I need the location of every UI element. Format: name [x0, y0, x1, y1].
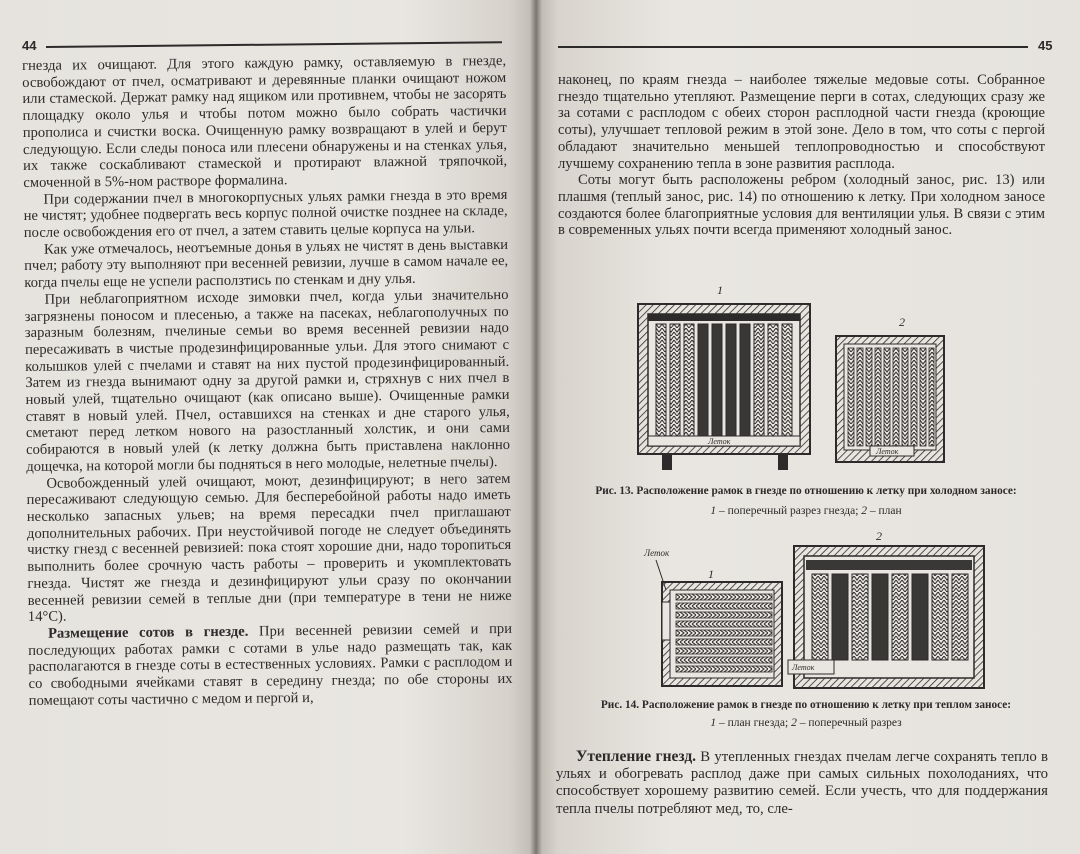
subsection-heading: Размещение сотов в гнезде. [47, 623, 249, 642]
fig14-label-1: 1 [708, 567, 714, 581]
fig14-label-2: 2 [876, 529, 882, 543]
page-number-left: 44 [22, 38, 37, 53]
legend-number: 1 [710, 505, 717, 517]
paragraph: Как уже отмечалось, неотъемные донья в ульях не чистят в день выставки пчел; работу эту выполняют при весенней ревизии, лучше в самом начале ее, когда пчелы еще не успели расползтись по стенкам и дну улья. [24, 236, 509, 292]
figure-13-diagram [536, 280, 1080, 480]
left-body-text [22, 53, 513, 709]
right-body-text [558, 72, 1045, 239]
subsection-text: В утепленных гнездах пчелам легче сохранять тепло в ульях и обогревать расплод даже при самых сильных похолоданиях, что способствует хорошему развитию семей. Если учесть, что для поддержания тепла пчелы потребляют мед, то, сле- [556, 749, 1048, 817]
paragraph: При содержании пчел в многокорпусных ульях рамки гнезда в это время не чистят; удобнее подвергать весь корпус полной очистке позднее на складе, после освобождения его от пчел, а затем ставить целые корпуса на ульи. [23, 186, 508, 242]
fig14-letok-1: Леток [644, 548, 670, 558]
fig13-leg-right [778, 454, 788, 470]
figure-13-legend [546, 504, 1066, 518]
book-gutter [530, 0, 542, 854]
legend-text: – план гнезда; [716, 717, 792, 729]
left-page [0, 0, 536, 854]
subsection-paragraph [556, 748, 1048, 818]
subsection-text: При весенней ревизии семей и при последующих работах рамки с сотами в улье надо размещать так, как располагаются в гнезде соты в естественных условиях. Рамки с расплодом и со свободными ячейками ставят в середину гнезда; по обе стороны их помещают соты частично с медом и пергой и, [28, 620, 513, 709]
subsection-paragraph [28, 621, 513, 710]
figure-14-caption: Рис. 14. Расположение рамок в гнезде по отношению к летку при теплом заносе: [600, 699, 1012, 711]
paragraph: гнезда их очищают. Для этого каждую рамку, оставляемую в гнезде, освобождают от пчел, осматривают и деревянные планки очищают ножом или стамеской. Держат рамку над ящиком или противнем, чтобы не засорять площадку около улья и чтобы потом можно было собрать частички прополиса и счистки воска. Очищенную рамку возвращают в улей и берут следующую. Если следы поноса или плесени обнаружены и на стенках улья, их также соскабливают стамеской и протирают влажной тряпочкой, смоченной в 5%-ном растворе формалина. [22, 52, 508, 191]
header-rule-left [46, 41, 502, 48]
fig13-label-1: 1 [717, 283, 723, 297]
fig14-top-frame [806, 560, 972, 570]
subsection-heading: Утепление гнезд. [576, 748, 697, 765]
legend-number: 1 [710, 717, 717, 729]
figure-14 [536, 528, 1080, 696]
paragraph: Освобожденный улей очищают, моют, дезинфицируют; в него затем пересаживают следующую семью. Для бесперебойной работы надо иметь несколько запасных ульев; на время пересадки пчел приглашают дополнительных рабочих. При неустойчивой погоде не следует объединять чистку гнезд с весенней ревизией: пока стоят хорошие дни, надо торопиться выполнить более срочную часть работы – проверить и укомплектовать гнезда. Чистят же гнезда и дезинфицируют ульи сразу по окончании весенней ревизии семей в теплые дни (при температуре в тени не ниже 14°С). [26, 470, 512, 626]
fig13-top-bar [648, 314, 800, 321]
fig13-leg-left [662, 454, 672, 470]
fig13-letok-1: Леток [708, 437, 731, 446]
paragraph: наконец, по краям гнезда – наиболее тяжелые медовые соты. Собранное гнездо тщательно утепляют. Размещение перги в сотах, следующих сразу же за сотами с расплодом с обеих сторон расплодной части гнезда (кроющие соты), улучшает тепловой режим в этой зоне. Дело в том, что соты с пергой обладают значительно меньшей теплопроводностью и способствуют лучшему сохранению тепла в зоне развития расплода. [558, 72, 1045, 172]
figure-13-caption: Рис. 13. Расположение рамок в гнезде по отношению к летку при холодном заносе: [595, 485, 1017, 497]
right-body-text-bottom [556, 748, 1048, 818]
fig13-letok-2: Леток [876, 447, 899, 456]
paragraph: Соты могут быть расположены ребром (холодный занос, рис. 13) или плашмя (теплый занос, рис. 14) по отношению к летку. При холодном заносе создаются более благоприятные условия для вентиляции улья. В связи с этим в современных ульях почти всегда применяют холодный занос. [558, 172, 1045, 239]
fig14-plan-frames [676, 594, 772, 672]
legend-text: – план [867, 505, 902, 517]
page-number-right: 45 [1038, 38, 1053, 53]
right-page [536, 0, 1080, 854]
fig14-letok-2: Леток [792, 663, 815, 672]
figure-14-diagram [536, 528, 1080, 696]
figure-14-legend [546, 716, 1066, 730]
figure-13 [536, 280, 1080, 480]
fig13-label-2: 2 [899, 315, 905, 329]
legend-text: – поперечный разрез гнезда; [716, 505, 862, 517]
legend-text: – поперечный разрез [796, 717, 902, 729]
legend-number: 2 [861, 505, 868, 517]
header-rule-right [558, 46, 1028, 48]
fig14-plan-entrance [662, 602, 670, 640]
paragraph: При неблагоприятном исходе зимовки пчел, когда ульи значительно загрязнены поносом и плесенью, а также на пасеках, неблагополучных по заразным болезням, пчелиные семьи во время весенней ревизии надо пересаживать в чистые продезинфицированные ульи. Для этого снимают с колышков улей с пчелами и ставят на них пустой продезинфицированный. Затем из гнезда вынимают одну за другой рамки и, стряхнув с них пчел в новый улей, тщательно очищают (как описано выше). Очищенные рамки ставят в новый улей. Пчел, оставшихся на стенках и дне старого улья, сметают перед летком нового на разостланный холстик, и они сами собираются в новый улей (к летку должна быть приставлена наклонно дощечка, на которой могли бы подняться в него молодые, нелетные пчелы). [24, 286, 511, 475]
legend-number: 2 [791, 717, 797, 729]
